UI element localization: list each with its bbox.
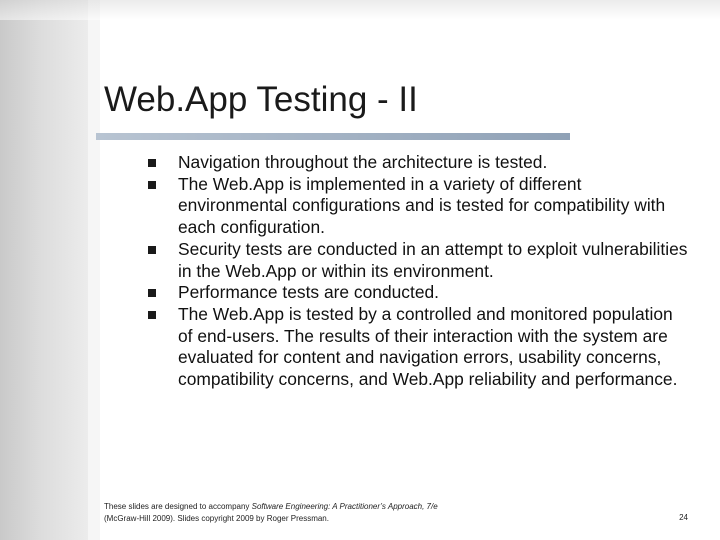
bullet-item xyxy=(148,304,688,391)
bullet-list xyxy=(148,152,688,391)
square-bullet-icon xyxy=(148,181,156,189)
slide-title: Web.App Testing - II xyxy=(104,80,418,119)
square-bullet-icon xyxy=(148,246,156,254)
bullet-item xyxy=(148,239,688,282)
background-stripe-light xyxy=(88,0,100,540)
bullet-text: Performance tests are conducted. xyxy=(178,282,439,303)
background-stripe xyxy=(0,0,88,540)
bullet-text: The Web.App is tested by a controlled and monitored population of end-users. The results of their interaction with the system are evaluated for content and navigation errors, usability concerns, compatibility concerns, and Web.App reliability and performance. xyxy=(178,303,678,390)
square-bullet-icon xyxy=(148,289,156,297)
title-underline xyxy=(96,133,570,140)
page-number: 24 xyxy=(679,513,688,522)
square-bullet-icon xyxy=(148,159,156,167)
bullet-text: Navigation throughout the architecture is tested. xyxy=(178,152,548,172)
bullet-item xyxy=(148,152,688,174)
bullet-item xyxy=(148,282,688,304)
square-bullet-icon xyxy=(148,311,156,319)
footer-copyright: (McGraw-Hill 2009). Slides copyright 2009 by Roger Pressman. xyxy=(104,514,329,523)
slide-footer xyxy=(104,501,624,525)
footer-prefix: These slides are designed to accompany xyxy=(104,502,252,511)
top-shade xyxy=(0,0,720,20)
bullet-item xyxy=(148,174,688,239)
bullet-text: The Web.App is implemented in a variety of different environmental configurations and is tested for compatibility with each configuration. xyxy=(178,173,666,238)
bullet-text: Security tests are conducted in an attempt to exploit vulnerabilities in the Web.App or within its environment. xyxy=(178,238,688,281)
footer-book-title: Software Engineering: A Practitioner’s Approach, 7/e xyxy=(251,502,438,511)
